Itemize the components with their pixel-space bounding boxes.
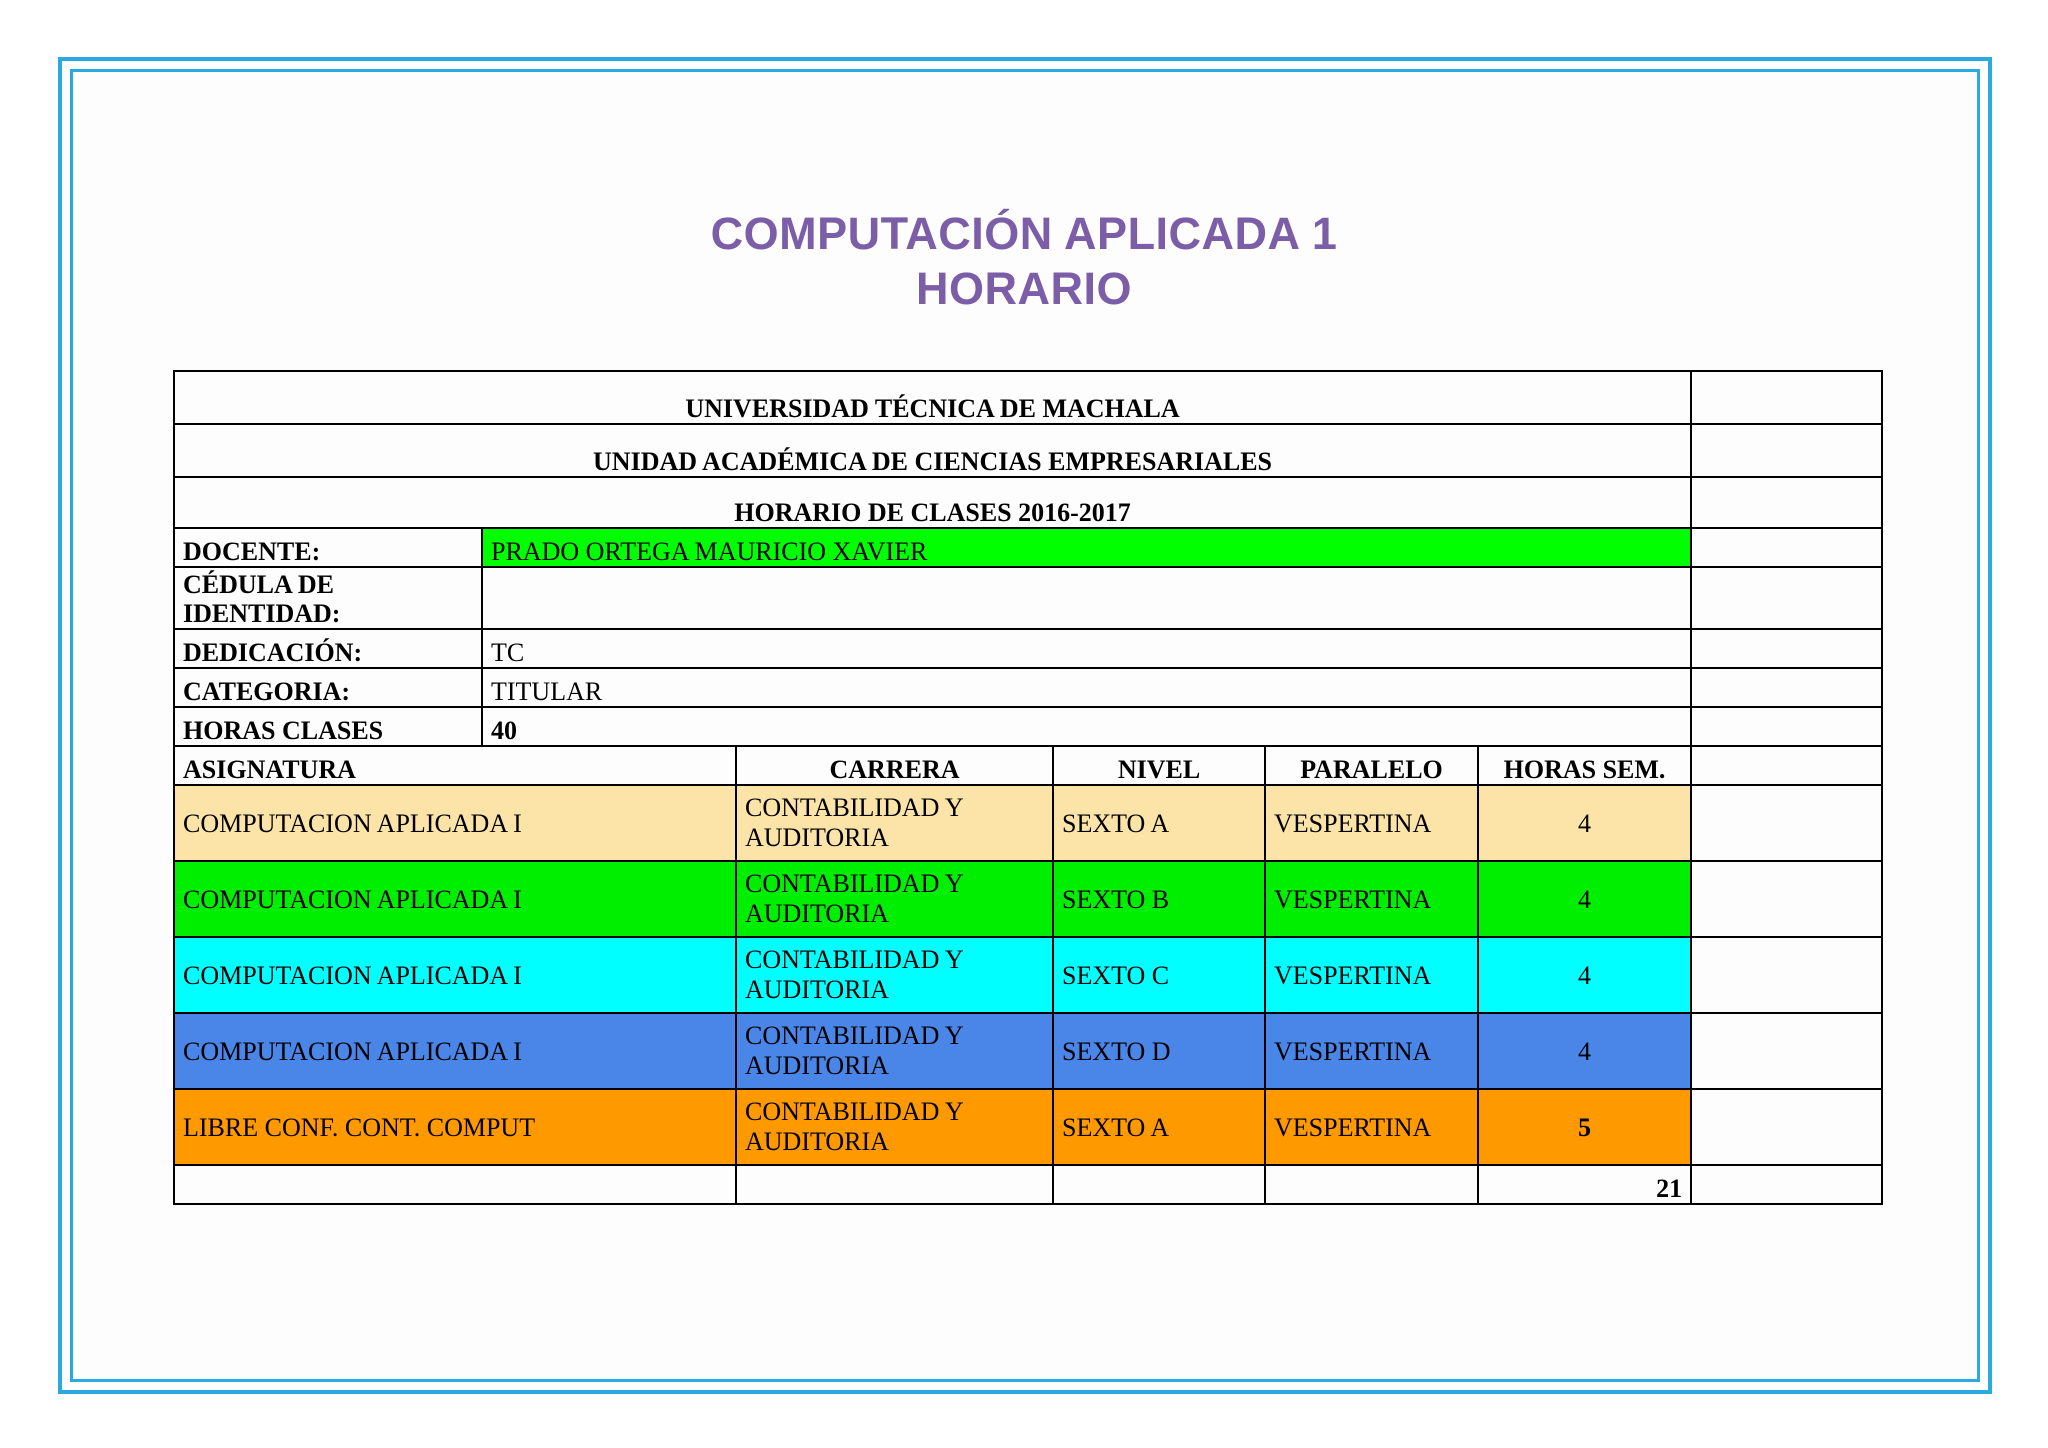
dedicacion-value: TC (482, 629, 1691, 668)
table-row (174, 1013, 1882, 1089)
cell-nivel: SEXTO C (1053, 937, 1265, 1013)
side-cell (1691, 1165, 1882, 1204)
page-title: COMPUTACIÓN APLICADA 1 (710, 208, 1338, 259)
cedula-label: CÉDULA DE IDENTIDAD: (174, 567, 482, 629)
cell-nivel: SEXTO D (1053, 1013, 1265, 1089)
university-header: UNIVERSIDAD TÉCNICA DE MACHALA (174, 371, 1691, 424)
cell-asignatura: COMPUTACION APLICADA I (174, 785, 736, 861)
categoria-value: TITULAR (482, 668, 1691, 707)
total-empty-cell (174, 1165, 736, 1204)
side-cell (1691, 861, 1882, 937)
cell-paralelo: VESPERTINA (1265, 861, 1478, 937)
cell-carrera: CONTABILIDAD Y AUDITORIA (736, 861, 1053, 937)
docente-value: PRADO ORTEGA MAURICIO XAVIER (482, 528, 1691, 567)
side-cell (1691, 746, 1882, 785)
horas-clases-label: HORAS CLASES (174, 707, 482, 746)
cell-horas: 4 (1478, 861, 1691, 937)
cell-nivel: SEXTO A (1053, 1089, 1265, 1165)
column-header-carrera: CARRERA (736, 746, 1053, 785)
cell-carrera: CONTABILIDAD Y AUDITORIA (736, 785, 1053, 861)
side-cell (1691, 629, 1882, 668)
side-cell (1691, 424, 1882, 477)
total-empty-cell (1265, 1165, 1478, 1204)
column-header-horas: HORAS SEM. (1478, 746, 1691, 785)
cell-carrera: CONTABILIDAD Y AUDITORIA (736, 937, 1053, 1013)
cell-carrera: CONTABILIDAD Y AUDITORIA (736, 1013, 1053, 1089)
side-cell (1691, 371, 1882, 424)
column-header-paralelo: PARALELO (1265, 746, 1478, 785)
table-row (174, 861, 1882, 937)
docente-label: DOCENTE: (174, 528, 482, 567)
page-subtitle: HORARIO (916, 263, 1132, 314)
schedule-table (173, 370, 1883, 1205)
cell-paralelo: VESPERTINA (1265, 937, 1478, 1013)
cell-horas: 4 (1478, 1013, 1691, 1089)
cell-horas: 4 (1478, 785, 1691, 861)
cell-nivel: SEXTO B (1053, 861, 1265, 937)
total-empty-cell (736, 1165, 1053, 1204)
cell-paralelo: VESPERTINA (1265, 1013, 1478, 1089)
cedula-value (482, 567, 1691, 629)
cell-horas: 4 (1478, 937, 1691, 1013)
side-cell (1691, 477, 1882, 528)
dedicacion-label: DEDICACIÓN: (174, 629, 482, 668)
table-row (174, 785, 1882, 861)
categoria-label: CATEGORIA: (174, 668, 482, 707)
column-header-nivel: NIVEL (1053, 746, 1265, 785)
total-empty-cell (1053, 1165, 1265, 1204)
cell-carrera: CONTABILIDAD Y AUDITORIA (736, 1089, 1053, 1165)
side-cell (1691, 668, 1882, 707)
unit-header: UNIDAD ACADÉMICA DE CIENCIAS EMPRESARIALES (174, 424, 1691, 477)
side-cell (1691, 1013, 1882, 1089)
side-cell (1691, 528, 1882, 567)
cell-horas: 5 (1478, 1089, 1691, 1165)
table-row (174, 1089, 1882, 1165)
side-cell (1691, 567, 1882, 629)
column-header-asignatura: ASIGNATURA (174, 746, 736, 785)
table-row (174, 937, 1882, 1013)
total-horas: 21 (1478, 1165, 1691, 1204)
horas-clases-value: 40 (482, 707, 1691, 746)
cell-nivel: SEXTO A (1053, 785, 1265, 861)
cell-paralelo: VESPERTINA (1265, 785, 1478, 861)
cell-paralelo: VESPERTINA (1265, 1089, 1478, 1165)
side-cell (1691, 785, 1882, 861)
side-cell (1691, 1089, 1882, 1165)
schedule-header: HORARIO DE CLASES 2016-2017 (174, 477, 1691, 528)
cell-asignatura: COMPUTACION APLICADA I (174, 861, 736, 937)
cell-asignatura: COMPUTACION APLICADA I (174, 1013, 736, 1089)
cell-asignatura: COMPUTACION APLICADA I (174, 937, 736, 1013)
side-cell (1691, 937, 1882, 1013)
cell-asignatura: LIBRE CONF. CONT. COMPUT (174, 1089, 736, 1165)
side-cell (1691, 707, 1882, 746)
